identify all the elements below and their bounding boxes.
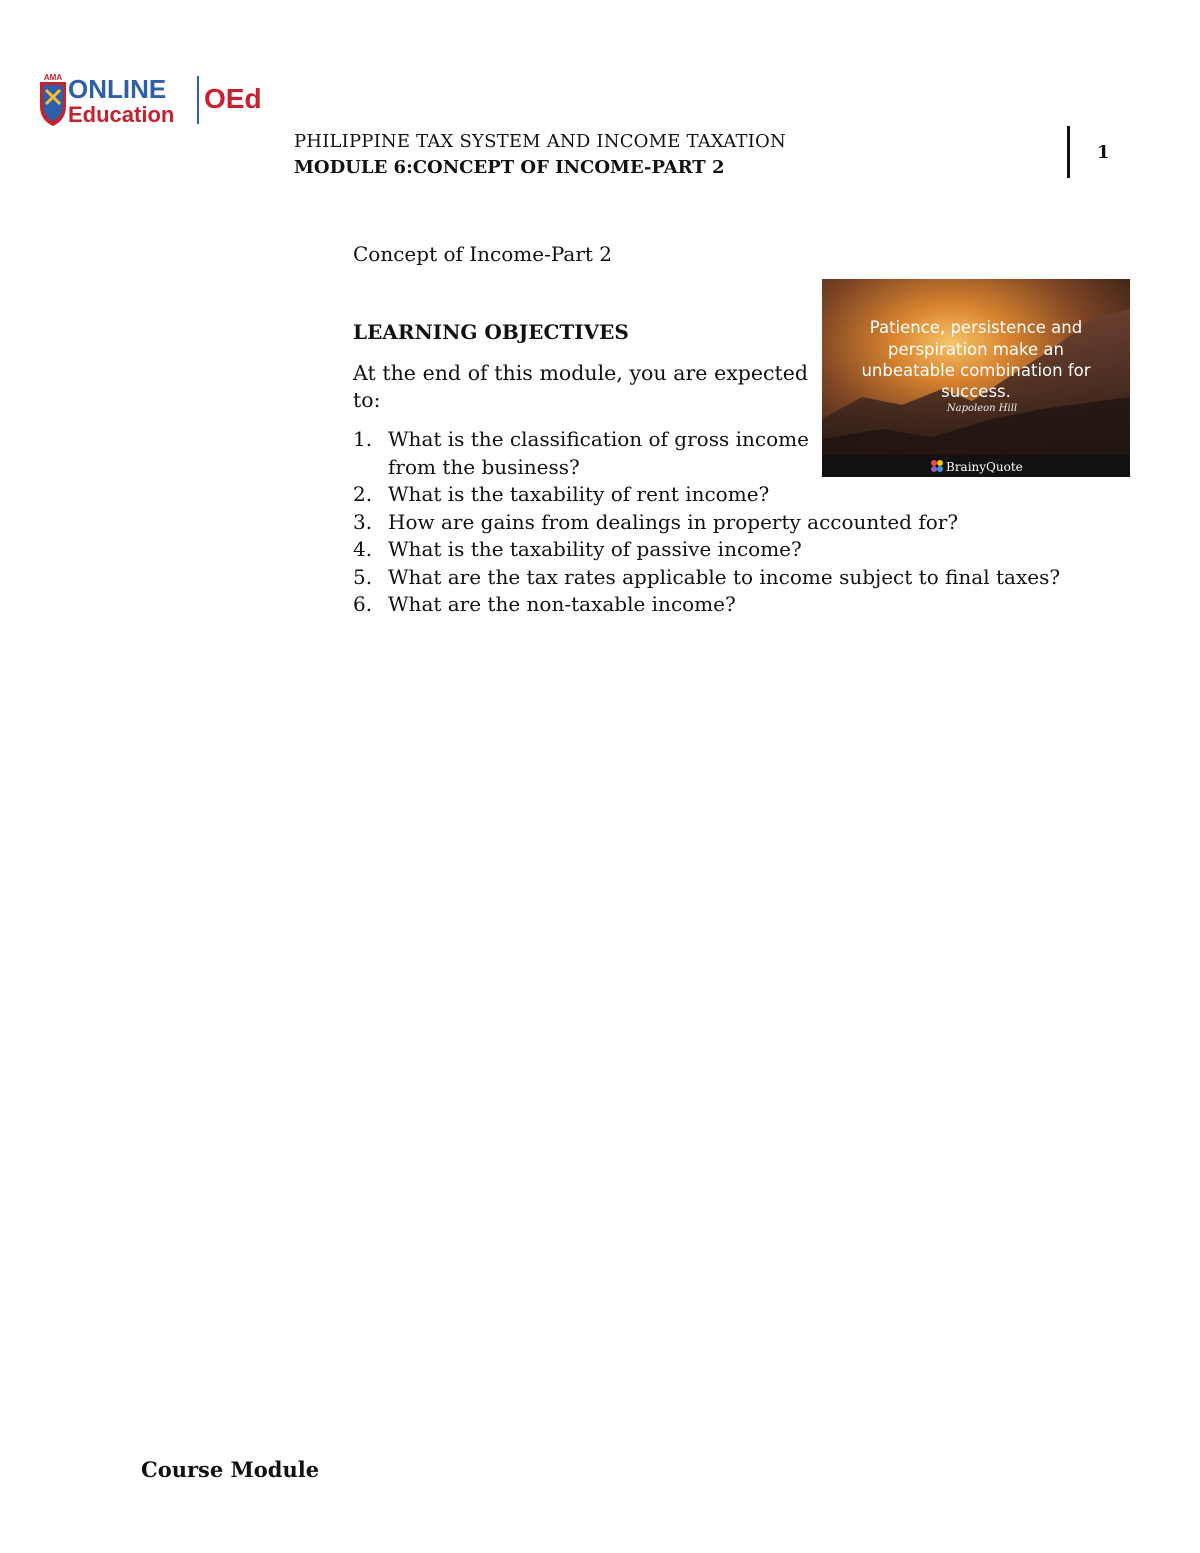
quote-line: unbeatable combination for <box>861 361 1091 380</box>
quote-author: Napoleon Hill <box>946 403 1018 414</box>
quote-line: Patience, persistence and <box>869 318 1083 337</box>
list-item-number: 2. <box>353 482 373 506</box>
list-item-number: 6. <box>353 592 373 616</box>
document-heading: Concept of Income-Part 2 <box>353 242 613 266</box>
list-item <box>353 509 1060 537</box>
brainyquote-brand: BrainyQuote <box>946 460 1023 474</box>
list-item-number: 1. <box>353 427 373 451</box>
objectives-intro: At the end of this module, you are expected to: <box>353 361 808 412</box>
list-item-number: 3. <box>353 509 373 534</box>
list-item <box>353 426 838 481</box>
motivational-quote-image <box>822 279 1130 477</box>
list-item-text: What are the tax rates applicable to income subject to final taxes? <box>388 564 1061 589</box>
logo-online-text: ONLINE <box>68 74 167 104</box>
course-title: PHILIPPINE TAX SYSTEM AND INCOME TAXATION <box>294 131 786 152</box>
page-number-divider <box>1067 126 1070 178</box>
quote-line: perspiration make an <box>888 340 1064 359</box>
list-item-number: 4. <box>353 537 373 561</box>
logo-badge-text: AMA <box>43 73 63 82</box>
list-item-text: What is the taxability of passive income? <box>388 537 802 561</box>
list-item <box>353 591 1060 619</box>
list-item <box>353 564 1060 592</box>
list-item <box>353 536 1060 564</box>
list-item <box>353 481 1060 509</box>
quote-line: success. <box>941 382 1011 401</box>
list-item-text: What is the taxability of rent income? <box>388 482 770 506</box>
list-item-text: What is the classification of gross income from the business? <box>388 427 809 479</box>
list-item-text: How are gains from dealings in property accounted for? <box>388 509 959 534</box>
objectives-title: LEARNING OBJECTIVES <box>353 320 629 344</box>
page-header <box>294 129 786 181</box>
online-education-logo <box>36 70 276 130</box>
module-title: MODULE 6:CONCEPT OF INCOME-PART 2 <box>294 157 725 178</box>
logo-oed-mark: OEd <box>204 83 262 114</box>
logo-education-text: Education <box>68 102 175 127</box>
logo-divider <box>197 76 199 124</box>
list-item-text: What are the non-taxable income? <box>388 592 736 616</box>
page-number: 1 <box>1097 142 1110 163</box>
list-item-number: 5. <box>353 564 373 589</box>
footer-course-module: Course Module <box>141 1457 320 1482</box>
